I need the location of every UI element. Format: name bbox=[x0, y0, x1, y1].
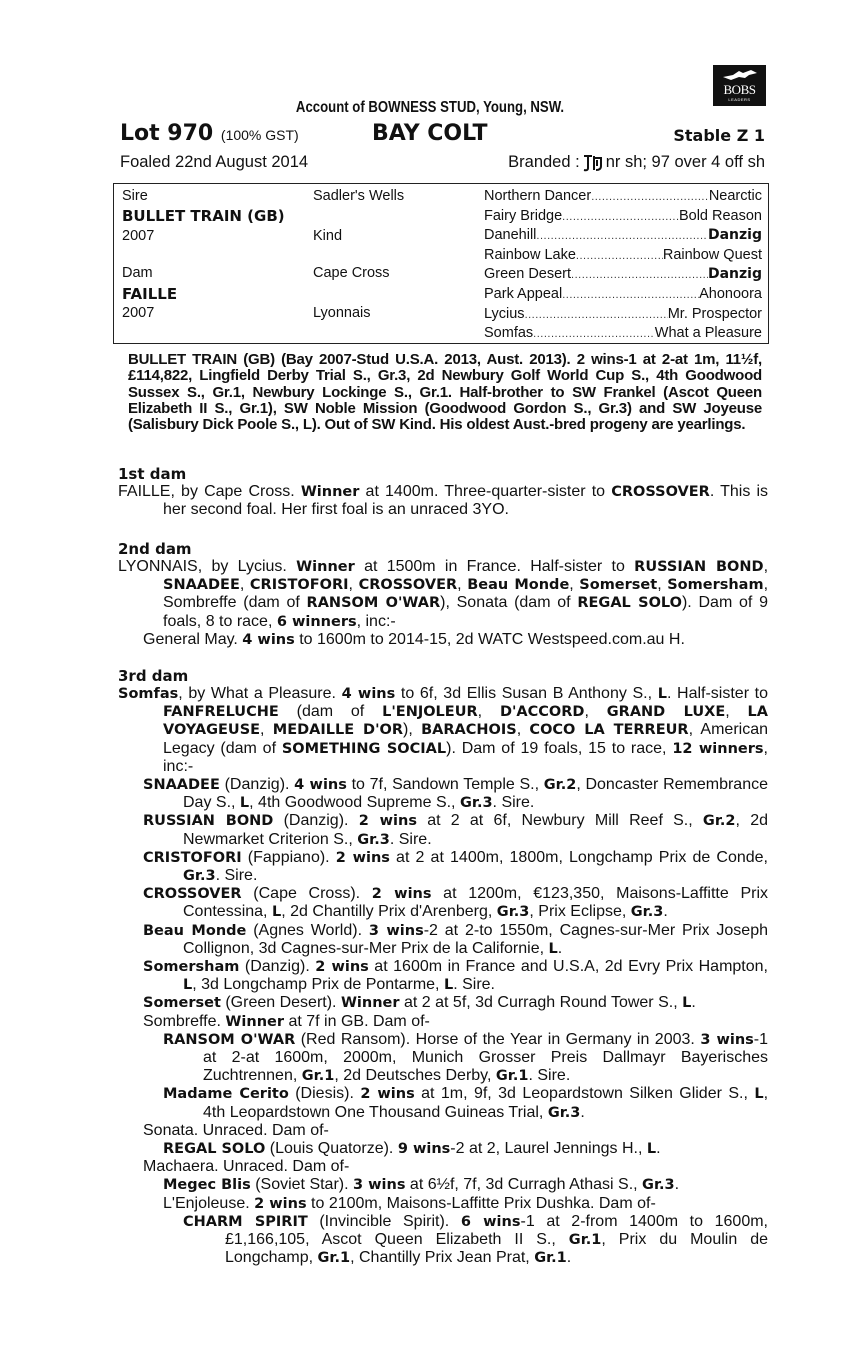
gst-note: (100% GST) bbox=[220, 127, 299, 143]
bold-text: Gr.2 bbox=[702, 813, 736, 830]
ancestor-name: Somfas bbox=[484, 325, 534, 342]
text: (Danzig). bbox=[239, 958, 316, 976]
bold-text: RANSOM O'WAR bbox=[306, 595, 441, 612]
bold-text: Madame Cerito bbox=[163, 1086, 289, 1103]
bold-text: 3 wins bbox=[368, 922, 424, 939]
text: , bbox=[763, 558, 769, 575]
bold-text: 2 wins bbox=[360, 1086, 415, 1103]
text: , 2d Newmarket Criterion S., bbox=[183, 812, 768, 848]
pedigree-entry bbox=[143, 994, 768, 1012]
logo-subtext: LEADERS bbox=[728, 97, 751, 102]
bold-text: 3 wins bbox=[700, 1031, 754, 1048]
text: . This is her second foal. Her first foal is an unraced 3YO. bbox=[163, 483, 769, 519]
bold-text: Gr.3 bbox=[642, 1177, 675, 1194]
bold-text: Beau Monde bbox=[467, 577, 570, 594]
bold-text: MEDAILLE D'OR bbox=[272, 722, 404, 739]
text: (Green Desert). bbox=[220, 994, 341, 1012]
ancestor-sire: Rainbow Quest bbox=[662, 246, 762, 263]
text: ), Sonata (dam of bbox=[440, 594, 578, 612]
text: . bbox=[663, 903, 668, 921]
text: , bbox=[569, 576, 580, 594]
pedigree-entry bbox=[118, 558, 768, 631]
dam-section bbox=[118, 540, 768, 649]
pedigree-ancestor-row bbox=[484, 286, 762, 302]
bold-text: CRISTOFORI bbox=[143, 849, 242, 866]
text: . bbox=[557, 939, 563, 957]
sire-year: 2007 bbox=[122, 228, 155, 244]
leader-dots bbox=[571, 266, 708, 282]
bold-text: FANFRELUCHE bbox=[163, 704, 279, 721]
text: General May. bbox=[143, 630, 243, 648]
text: . bbox=[656, 1140, 661, 1158]
leader-dots bbox=[591, 188, 709, 204]
text: , bbox=[657, 576, 668, 594]
branded-label: Branded : bbox=[508, 153, 580, 171]
text: (Fappiano). bbox=[241, 848, 336, 866]
bold-text: SNAADEE bbox=[163, 577, 240, 594]
bold-text: CROSSOVER bbox=[611, 484, 710, 500]
bold-text: Gr.3 bbox=[357, 831, 390, 848]
ancestor-sire: Ahonoora bbox=[699, 286, 762, 302]
pedigree-entry bbox=[163, 1031, 768, 1086]
ancestor-sire: Danzig bbox=[707, 266, 762, 283]
section-heading: 2nd dam bbox=[118, 540, 192, 558]
text: (Danzig). bbox=[219, 776, 295, 794]
dam-year: 2007 bbox=[122, 305, 155, 321]
ancestor-name: Park Appeal bbox=[484, 286, 563, 302]
bold-text: RUSSIAN BOND bbox=[634, 559, 764, 575]
bold-text: 2 wins bbox=[371, 886, 432, 903]
text: , 4th Goodwood Supreme S., bbox=[249, 794, 460, 812]
text: , bbox=[584, 703, 607, 721]
pedigree-ancestor-row bbox=[484, 266, 762, 282]
bold-text: Beau Monde bbox=[143, 922, 247, 939]
vendor-account: Account of BOWNESS STUD, Young, NSW. bbox=[295, 99, 565, 116]
text: at 1500m in France. Half-sister to bbox=[354, 558, 635, 575]
text: (dam of bbox=[278, 703, 383, 721]
text: . Sire. bbox=[453, 976, 495, 994]
pedigree-entry bbox=[143, 1122, 768, 1140]
text: , inc:- bbox=[163, 739, 768, 775]
leader-dots bbox=[533, 325, 655, 341]
text: at 2 at 1400m, 1800m, Longchamp Prix de Conde, bbox=[389, 848, 768, 866]
pedigree-entry bbox=[163, 1140, 768, 1158]
text: . Half-sister to bbox=[666, 685, 769, 702]
text: -2 at 2-to 1550m, Cagnes-sur-Mer Prix Joseph Collignon, 3d Cagnes-sur-Mer Prix de la Californie, bbox=[183, 921, 768, 957]
logo-text: BOBS bbox=[723, 82, 756, 97]
text: , Prix du Moulin de Longchamp, bbox=[225, 1231, 768, 1267]
text: at 1m, 9f, 3d Leopardstown Silken Glider S., bbox=[414, 1085, 755, 1103]
ancestor-name: Northern Dancer bbox=[484, 188, 592, 204]
text: Sonata. Unraced. Dam of- bbox=[143, 1121, 329, 1139]
bold-text: Gr.1 bbox=[534, 1250, 567, 1267]
pedigree-entry bbox=[143, 631, 768, 649]
bold-text: Winner bbox=[340, 995, 400, 1012]
text: (Agnes World). bbox=[246, 921, 369, 939]
bold-text: 12 winners bbox=[672, 740, 764, 757]
leader-dots bbox=[562, 208, 679, 224]
bold-text: SOMETHING SOCIAL bbox=[281, 740, 447, 757]
bold-text: L bbox=[754, 1086, 764, 1103]
text: L'Enjoleuse. bbox=[163, 1194, 255, 1212]
text: to 2100m, Maisons-Laffitte Prix Dushka. Dam of- bbox=[306, 1194, 656, 1212]
bold-text: Gr.2 bbox=[543, 777, 577, 794]
bold-text: REGAL SOLO bbox=[577, 595, 682, 612]
bold-text: RUSSIAN BOND bbox=[143, 813, 274, 830]
bold-text: L bbox=[443, 977, 454, 994]
text: LYONNAIS, by Lycius. bbox=[118, 558, 297, 575]
pedigree-entry bbox=[118, 685, 768, 776]
text: , 2d Chantilly Prix d'Arenberg, bbox=[281, 903, 497, 921]
brand-mark-icon bbox=[583, 154, 603, 172]
bold-text: 4 wins bbox=[294, 777, 347, 794]
text: , 3d Longchamp Prix de Pontarme, bbox=[192, 976, 444, 994]
ancestor-sire: Mr. Prospector bbox=[667, 305, 762, 322]
brand-info bbox=[508, 153, 765, 172]
section-heading: 3rd dam bbox=[118, 667, 189, 685]
bold-text: Somersham bbox=[667, 577, 764, 594]
lot-label: Lot 970 bbox=[120, 121, 214, 146]
text: at 7f in GB. Dam of- bbox=[284, 1012, 430, 1030]
bold-text: Gr.3 bbox=[459, 795, 493, 812]
bold-text: Winner bbox=[296, 559, 355, 575]
bold-text: D'ACCORD bbox=[499, 704, 585, 721]
bold-text: Somerset bbox=[579, 577, 658, 594]
bold-text: 4 wins bbox=[341, 686, 396, 702]
text: -1 at 2-from 1400m to 1600m, £1,166,105, Ascot Queen Elizabeth II S., bbox=[225, 1212, 768, 1249]
bold-text: 2 wins bbox=[335, 849, 390, 866]
text: , 4th Leopardstown One Thousand Guineas Trial, bbox=[203, 1085, 769, 1121]
text: . bbox=[566, 1249, 572, 1267]
bold-text: BARACHOIS bbox=[421, 722, 517, 739]
text: (Diesis). bbox=[288, 1085, 361, 1103]
text: , bbox=[348, 576, 359, 594]
leader-dots bbox=[576, 247, 663, 263]
bold-text: L bbox=[239, 795, 250, 812]
bold-text: L bbox=[646, 1141, 657, 1158]
sire-dam: Kind bbox=[313, 228, 343, 244]
bold-text: L bbox=[682, 995, 692, 1012]
bold-text: Gr.1 bbox=[317, 1250, 351, 1267]
pedigree-ancestor-row bbox=[484, 247, 762, 263]
pedigree-ancestor-row bbox=[484, 208, 762, 224]
pedigree-entry bbox=[183, 1213, 768, 1268]
ancestor-name: Rainbow Lake bbox=[484, 246, 576, 263]
text: (Soviet Star). bbox=[250, 1176, 353, 1194]
bold-text: L bbox=[548, 940, 558, 957]
bold-text: CROSSOVER bbox=[358, 577, 458, 594]
text: -1 at 2-at 1600m, 2000m, Munich Grosser Preis Dallmayr Bayerisches Zuchtrennen, bbox=[203, 1030, 769, 1085]
bold-text: L bbox=[183, 977, 193, 994]
text: at 1200m, €123,350, Maisons-Laffitte Prix Contessina, bbox=[183, 885, 769, 921]
text: , Doncaster Remembrance Day S., bbox=[183, 776, 769, 812]
ancestor-name: Lycius bbox=[484, 305, 525, 322]
dam-label: Dam bbox=[122, 265, 153, 281]
text: (Danzig). bbox=[273, 812, 359, 830]
pedigree-ancestor-row bbox=[484, 227, 762, 243]
text: Machaera. Unraced. Dam of- bbox=[143, 1158, 350, 1176]
bold-text: Somfas bbox=[118, 686, 179, 702]
text: . bbox=[691, 994, 696, 1012]
bold-text: L'ENJOLEUR bbox=[382, 704, 478, 721]
pedigree-ancestor-row bbox=[484, 188, 762, 204]
pedigree-ancestor-row bbox=[484, 306, 762, 322]
ancestor-sire: Nearctic bbox=[708, 188, 762, 204]
bold-text: REGAL SOLO bbox=[163, 1141, 266, 1158]
sire-sire: Sadler's Wells bbox=[313, 188, 405, 204]
ancestor-name: Green Desert bbox=[484, 266, 572, 283]
text: to 7f, Sandown Temple S., bbox=[346, 776, 544, 794]
text: , Prix Eclipse, bbox=[529, 903, 631, 921]
text: . bbox=[580, 1103, 585, 1121]
ancestor-name: Fairy Bridge bbox=[484, 207, 563, 224]
text: at 1400m. Three-quarter-sister to bbox=[359, 483, 612, 500]
dam-dam: Lyonnais bbox=[313, 305, 371, 321]
bold-text: 3 wins bbox=[353, 1177, 406, 1194]
text: ), bbox=[403, 721, 422, 739]
horse-rider-icon bbox=[721, 68, 758, 82]
ancestor-name: Danehill bbox=[484, 227, 537, 244]
bold-text: Somersham bbox=[143, 959, 240, 976]
text: (Invincible Spirit). bbox=[307, 1212, 461, 1230]
text: at 2 at 6f, Newbury Mill Reef S., bbox=[416, 812, 703, 830]
branded-details: nr sh; 97 over 4 off sh bbox=[605, 153, 765, 171]
text: , inc:- bbox=[356, 612, 396, 630]
bold-text: 2 wins bbox=[254, 1195, 307, 1212]
pedigree-entry bbox=[118, 483, 768, 519]
text: . Sire. bbox=[528, 1067, 571, 1085]
dam-section bbox=[118, 465, 768, 519]
lot-number bbox=[120, 121, 299, 146]
text: Sombreffe. bbox=[143, 1012, 226, 1030]
pedigree-entry bbox=[143, 849, 768, 885]
text: at 2 at 5f, 3d Curragh Round Tower S., bbox=[399, 994, 683, 1012]
bold-text: Gr.1 bbox=[568, 1232, 602, 1249]
bold-text: 6 wins bbox=[460, 1213, 521, 1230]
pedigree-entry bbox=[143, 958, 768, 994]
dam-name: FAILLE bbox=[122, 285, 178, 303]
pedigree-entry bbox=[143, 1158, 768, 1176]
bold-text: 6 winners bbox=[276, 613, 357, 630]
text: , bbox=[239, 576, 250, 594]
text: (Red Ransom). Horse of the Year in Germany in 2003. bbox=[295, 1030, 701, 1048]
text: -2 at 2, Laurel Jennings H., bbox=[450, 1140, 647, 1158]
pedigree-table bbox=[113, 183, 769, 344]
text: , bbox=[457, 576, 468, 594]
sire-label: Sire bbox=[122, 188, 148, 204]
bold-text: 9 wins bbox=[397, 1141, 451, 1158]
lot-description: BAY COLT bbox=[372, 121, 488, 146]
stable-location: Stable Z 1 bbox=[673, 126, 765, 145]
text: , bbox=[516, 721, 530, 739]
bold-text: Gr.1 bbox=[301, 1068, 335, 1085]
text: at 6½f, 7f, 3d Curragh Athasi S., bbox=[405, 1176, 643, 1194]
bold-text: Gr.3 bbox=[496, 904, 530, 921]
text: . Sire. bbox=[215, 867, 258, 885]
pedigree-entry bbox=[163, 1085, 768, 1121]
text: , by What a Pleasure. bbox=[178, 685, 342, 702]
text: ). Dam of 19 foals, 15 to race, bbox=[446, 739, 673, 757]
bold-text: Winner bbox=[300, 484, 360, 500]
bold-text: Somerset bbox=[143, 995, 221, 1012]
text: , bbox=[477, 703, 500, 721]
text: at 1600m in France and U.S.A, 2d Evry Prix Hampton, bbox=[368, 958, 768, 976]
bold-text: CHARM SPIRIT bbox=[183, 1213, 308, 1230]
text: . Sire. bbox=[389, 830, 432, 848]
bold-text: Gr.1 bbox=[495, 1068, 529, 1085]
bold-text: SNAADEE bbox=[143, 777, 220, 794]
pedigree-entry bbox=[143, 776, 768, 812]
pedigree-entry bbox=[143, 1013, 768, 1031]
leader-dots bbox=[562, 286, 699, 302]
ancestor-sire: Danzig bbox=[707, 227, 762, 244]
text: . bbox=[674, 1176, 680, 1194]
sire-name: BULLET TRAIN (GB) bbox=[122, 207, 285, 225]
bold-text: CRISTOFORI bbox=[249, 577, 349, 594]
bold-text: Gr.3 bbox=[547, 1104, 581, 1121]
bold-text: COCO LA TERREUR bbox=[529, 722, 689, 739]
bold-text: 4 wins bbox=[242, 631, 295, 648]
pedigree-ancestor-row bbox=[484, 325, 762, 341]
text: to 6f, 3d Ellis Susan B Anthony S., bbox=[395, 685, 658, 702]
bold-text: 2 wins bbox=[358, 813, 417, 830]
ancestor-sire: Bold Reason bbox=[678, 207, 762, 224]
pedigree-entry bbox=[163, 1195, 768, 1213]
text: FAILLE, by Cape Cross. bbox=[118, 483, 301, 500]
dam-section bbox=[118, 667, 768, 1268]
text: , 2d Deutsches Derby, bbox=[334, 1067, 496, 1085]
bold-text: 2 wins bbox=[315, 959, 369, 976]
bold-text: Gr.3 bbox=[183, 868, 216, 885]
text: , bbox=[260, 721, 273, 739]
pedigree-entry bbox=[143, 922, 768, 958]
section-heading: 1st dam bbox=[118, 465, 187, 483]
bold-text: GRAND LUXE bbox=[606, 704, 726, 721]
text: (Louis Quatorze). bbox=[265, 1140, 398, 1158]
text: . Sire. bbox=[492, 794, 535, 812]
ancestor-sire: What a Pleasure bbox=[654, 325, 762, 342]
bold-text: L bbox=[271, 904, 282, 921]
text: , Chantilly Prix Jean Prat, bbox=[350, 1249, 535, 1267]
text: , Sombreffe (dam of bbox=[163, 576, 769, 612]
bold-text: Gr.3 bbox=[630, 904, 664, 921]
foaled-date: Foaled 22nd August 2014 bbox=[120, 153, 309, 171]
bold-text: Megec Blis bbox=[163, 1177, 251, 1194]
bold-text: L bbox=[657, 686, 667, 702]
bold-text: LA VOYAGEUSE bbox=[163, 704, 769, 739]
bold-text: Winner bbox=[225, 1013, 285, 1030]
leader-dots bbox=[536, 227, 708, 243]
bold-text: CROSSOVER bbox=[143, 886, 242, 903]
sire-summary: BULLET TRAIN (GB) (Bay 2007-Stud U.S.A. 2013, Aust. 2013). 2 wins-1 at 2-at 1m, 11½f, £114,822, Lingfield Derby Trial S., Gr.3, 2d Newbury Golf World Cup S., 4th Goodwood Sussex S., Gr.1, Newbury Lockinge S., Gr.1. Half-brother to SW Frankel (Ascot Queen Elizabeth II S., Gr.1), SW Noble Mission (Goodwood Gordon S., Gr.3) and SW Joyeuse (Salisbury Dick Poole S., L). Out of SW Kind. His oldest Aust.-bred progeny are yearlings. bbox=[128, 351, 762, 434]
auction-house-logo bbox=[713, 65, 766, 106]
dam-sire: Cape Cross bbox=[313, 265, 390, 281]
pedigree-entry bbox=[163, 1176, 768, 1194]
text: , American Legacy (dam of bbox=[163, 721, 769, 757]
pedigree-entry bbox=[143, 812, 768, 848]
text: ). Dam of 9 foals, 8 to race, bbox=[163, 594, 768, 630]
text: , bbox=[725, 703, 748, 721]
pedigree-entry bbox=[143, 885, 768, 921]
leader-dots bbox=[525, 306, 668, 322]
bold-text: RANSOM O'WAR bbox=[163, 1031, 296, 1048]
text: to 1600m to 2014-15, 2d WATC Westspeed.com.au H. bbox=[294, 630, 685, 648]
text: (Cape Cross). bbox=[241, 885, 372, 903]
